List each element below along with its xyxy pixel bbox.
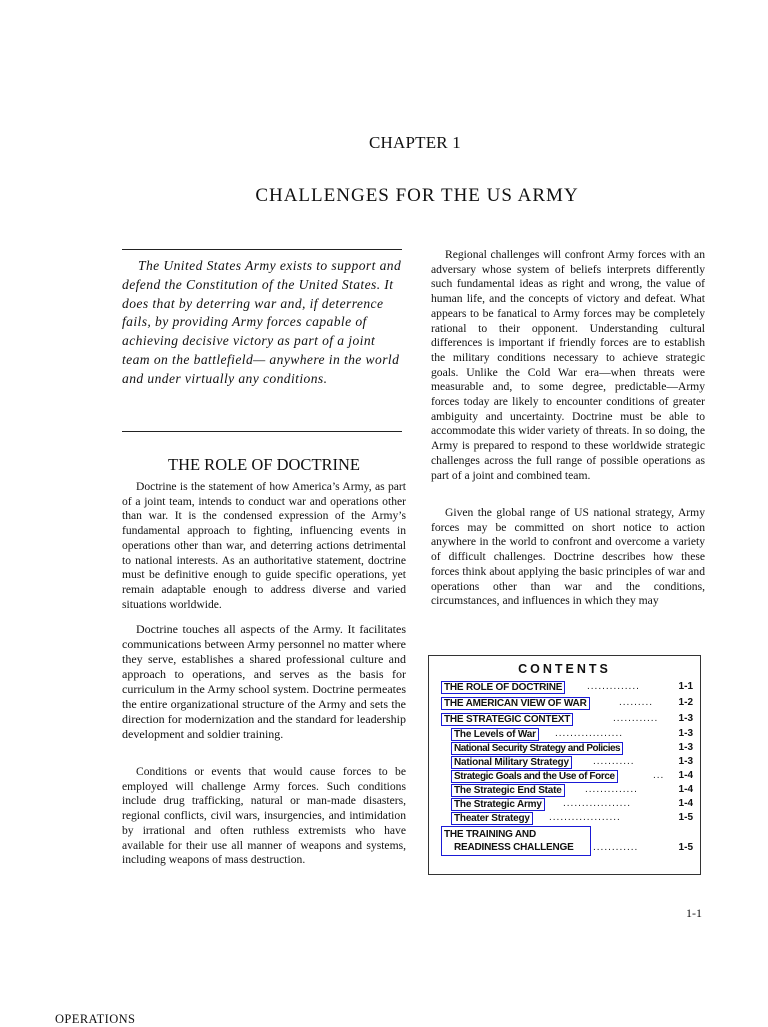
toc-link[interactable]: THE STRATEGIC CONTEXT [441,713,573,726]
toc-link[interactable]: THE AMERICAN VIEW OF WAR [441,697,590,710]
toc-item[interactable] [451,770,693,784]
section-heading: THE ROLE OF DOCTRINE [167,455,361,474]
toc-link[interactable]: Theater Strategy [451,812,533,825]
toc-link[interactable] [441,826,591,856]
toc-link[interactable]: The Strategic End State [451,784,565,797]
toc-page: 1-1 [678,681,693,692]
toc-item[interactable] [451,784,693,798]
toc-page: 1-3 [678,742,693,753]
toc-link-line-2: READINESS CHALLENGE [454,842,574,853]
toc-leader: ... [653,770,665,781]
toc-leader: .............. [587,681,640,692]
toc-page: 1-4 [678,770,693,781]
toc-link[interactable]: THE ROLE OF DOCTRINE [441,681,565,694]
mission-statement [122,257,404,389]
toc-page: 1-4 [678,784,693,795]
toc-leader: .................. [563,798,632,809]
toc-page: 1-4 [678,798,693,809]
toc-item[interactable] [451,728,693,742]
toc-item[interactable] [451,798,693,812]
toc-link[interactable]: Strategic Goals and the Use of Force [451,770,618,783]
toc-leader: ......... [619,697,654,708]
toc-item[interactable] [441,697,693,711]
toc-link[interactable]: National Security Strategy and Policies [451,742,623,755]
mission-statement-text: The United States Army exists to support and defend the Constitution of the United States. It does that by deterring war and, if deterrence fails, by providing Army forces capable of achieving decisive victory as part of a joint team on the battlefield— anywhere in the world and under virtually any conditions. [122,258,402,386]
toc-link[interactable]: The Levels of War [451,728,539,741]
contents-box [428,655,701,875]
toc-item[interactable] [451,756,693,770]
toc-page: 1-2 [678,697,693,708]
toc-link[interactable]: National Military Strategy [451,756,572,769]
challenges-paragraph-1: Regional challenges will confront Army forces with an adversary whose system of beliefs interprets differently such fundamental ideas as right and wrong, the value of human life, and the concepts of victory and defeat. What appears to be fanatical to Army forces may be completely rational to their opponent. Understanding cultural differences is important if friendly forces are to establish the military conditions necessary to achieve strategic goals. Unlike the Cold War era—when threats were measurable and, to some degree, predictable—Army forces today are likely to encounter conditions of greater ambiguity and uncertainty. Doctrine must be able to accommodate this wider variety of threats. In so doing, the Army is prepared to respond to these worldwide strategic challenges across the full range of possible operations as part of a joint and combined team. [431,248,705,482]
chapter-number: CHAPTER 1 [368,133,461,152]
toc-page: 1-5 [678,842,693,853]
toc-leader: ........... [593,756,635,767]
toc-page: 1-3 [678,756,693,767]
toc-leader: .................. [555,728,624,739]
doctrine-paragraph-3: Conditions or events that would cause forces to be employed will challenge Army forces. Such conditions include drug trafficking, natural or man-made disasters, regional conflicts, civil wars, insurgencies, and intimidation by irrational and often ruthless extremists who have available for their use all manner of weapons and systems, including weapons of mass destruction. [122,765,406,867]
toc-page: 1-5 [678,812,693,823]
toc-link[interactable]: The Strategic Army [451,798,545,811]
toc-item[interactable] [441,681,693,695]
toc-item[interactable] [451,742,693,756]
toc-link-line-1: THE TRAINING AND [444,829,536,840]
toc-leader: ................... [549,812,621,823]
toc-item[interactable] [451,812,693,826]
toc-leader: ............ [613,713,659,724]
mission-top-rule [122,249,402,250]
contents-title: CONTENTS [518,662,611,676]
mission-bottom-rule [122,431,402,432]
chapter-title: CHALLENGES FOR THE US ARMY [255,185,579,206]
toc-page: 1-3 [678,713,693,724]
footer-label: OPERATIONS [55,1012,136,1026]
page-number: 1-1 [686,906,702,920]
toc-item[interactable] [441,826,693,860]
doctrine-paragraph-1: Doctrine is the statement of how America’s Army, as part of a joint team, intends to conduct war and operations other than war. It is the condensed expression of the Army’s fundamental approach to fighting, influencing events in operations other than war, and deterring actions detrimental to national interests. As an authoritative statement, doctrine must be definitive enough to guide specific operations, yet remain adaptable enough to address diverse and varied situations worldwide. [122,480,406,611]
toc-leader: ............ [593,842,639,853]
doctrine-paragraph-2: Doctrine touches all aspects of the Army. It facilitates communications between Army personnel no matter where they serve, establishes a shared professional culture and approach to operations, and serves as the basis for curriculum in the Army school system. Doctrine permeates the entire organizational structure of the Army and sets the direction for modernization and the standard for leadership development and soldier training. [122,622,406,741]
challenges-paragraph-2: Given the global range of US national strategy, Army forces may be committed on short notice to action anywhere in the world to confront and overcome a variety of difficult challenges. Doctrine describes how these forces think about applying the basic principles of war and operations other than war and the conditions, circumstances, and influences in which they may [431,506,705,608]
toc-item[interactable] [441,713,693,727]
toc-leader: .............. [585,784,638,795]
toc-page: 1-3 [678,728,693,739]
